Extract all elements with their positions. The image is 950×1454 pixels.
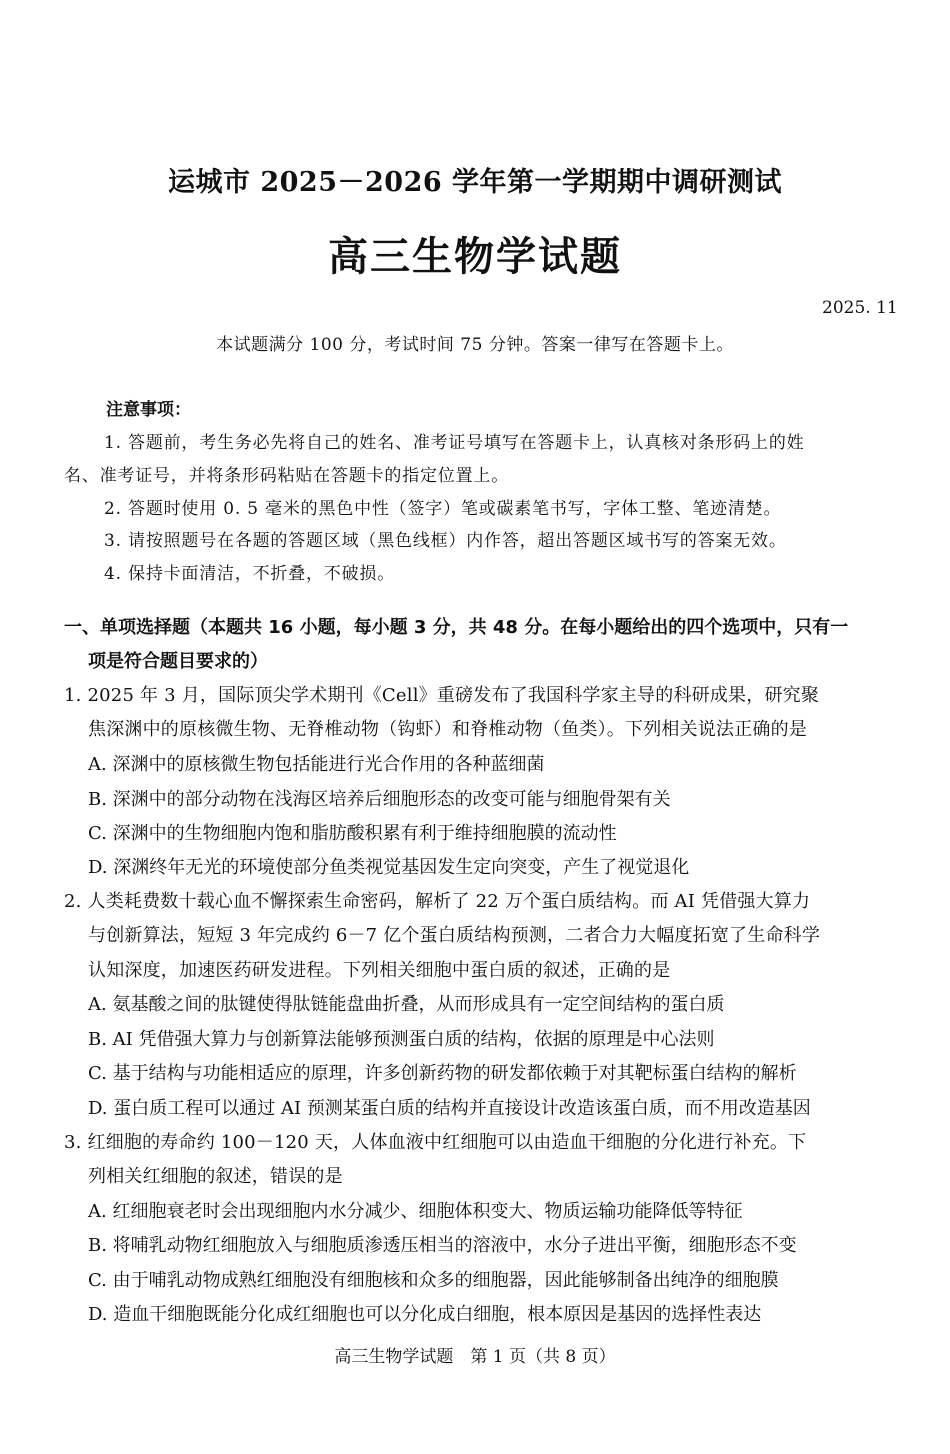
option-a: A. 深渊中的原核微生物包括能进行光合作用的各种蓝细菌 [88,754,545,775]
option-c: C. 由于哺乳动物成熟红细胞没有细胞核和众多的细胞器，因此能够制备出纯净的细胞膜 [88,1270,779,1291]
section-heading-cont: 项是符合题目要求的） [88,651,268,672]
question-stem: 列相关红细胞的叙述，错误的是 [88,1166,343,1187]
option-c: C. 深渊中的生物细胞内饱和脂肪酸积累有利于维持细胞膜的流动性 [88,823,617,844]
option-d: D. 造血干细胞既能分化成红细胞也可以分化成白细胞，根本原因是基因的选择性表达 [88,1304,762,1325]
option-a: A. 氨基酸之间的肽键使得肽链能盘曲折叠，从而形成具有一定空间结构的蛋白质 [88,994,725,1015]
page-footer: 高三生物学试题 第 1 页（共 8 页） [334,1347,616,1367]
option-b: B. 将哺乳动物红细胞放入与细胞质渗透压相当的溶液中，水分子进出平衡，细胞形态不变 [88,1235,797,1256]
option-b: B. AI 凭借强大算力与创新算法能够预测蛋白质的结构，依据的原理是中心法则 [88,1029,715,1050]
option-c: C. 基于结构与功能相适应的原理，许多创新药物的研发都依赖于对其靶标蛋白结构的解析 [88,1063,797,1084]
notice-line: 4. 保持卡面清洁，不折叠，不破损。 [104,564,396,584]
question-stem: 与创新算法，短短 3 年完成约 6－7 亿个蛋白质结构预测，二者合力大幅度拓宽了生命科学 [88,925,821,946]
notice-line: 1. 答题前，考生务必先将自己的姓名、准考证号填写在答题卡上，认真核对条形码上的姓 [104,433,805,453]
section-heading: 一、单项选择题（本题共 16 小题，每小题 3 分，共 48 分。在每小题给出的四个选项中，只有一 [64,617,849,638]
notice-heading: 注意事项： [106,400,191,420]
notice-line: 3. 请按照题号在各题的答题区域（黑色线框）内作答，超出答题区域书写的答案无效。 [104,531,787,551]
exam-title: 运城市 2025－2026 学年第一学期期中调研测试 [167,167,783,198]
option-d: D. 蛋白质工程可以通过 AI 预测某蛋白质的结构并直接设计改造该蛋白质，而不用改造基因 [88,1098,811,1119]
question-stem: 认知深度，加速医药研发进程。下列相关细胞中蛋白质的叙述，正确的是 [88,960,671,981]
question-stem: 焦深渊中的原核微生物、无脊椎动物（钩虾）和脊椎动物（鱼类）。下列相关说法正确的是 [88,719,807,740]
question-stem: 2. 人类耗费数十载心血不懈探索生命密码，解析了 22 万个蛋白质结构。而 AI 凭借强大算力 [64,891,811,912]
option-d: D. 深渊终年无光的环境使部分鱼类视觉基因发生定向突变，产生了视觉退化 [88,857,690,878]
option-b: B. 深渊中的部分动物在浅海区培养后细胞形态的改变可能与细胞骨架有关 [88,789,671,810]
notice-line: 2. 答题时使用 0. 5 毫米的黑色中性（签字）笔或碳素笔书写，字体工整、笔迹清楚。 [104,499,782,519]
exam-date: 2025. 11 [822,298,898,318]
question-stem: 1. 2025 年 3 月，国际顶尖学术期刊《Cell》重磅发布了我国科学家主导的科研成果，研究聚 [64,685,820,706]
notice-line: 名、准考证号，并将条形码粘贴在答题卡的指定位置上。 [64,466,509,486]
subject-title: 高三生物学试题 [328,233,622,280]
exam-info: 本试题满分 100 分，考试时间 75 分钟。答案一律写在答题卡上。 [216,335,734,355]
question-stem: 3. 红细胞的寿命约 100－120 天，人体血液中红细胞可以由造血干细胞的分化进行补充。下 [64,1132,807,1153]
option-a: A. 红细胞衰老时会出现细胞内水分减少、细胞体积变大、物质运输功能降低等特征 [88,1201,743,1222]
